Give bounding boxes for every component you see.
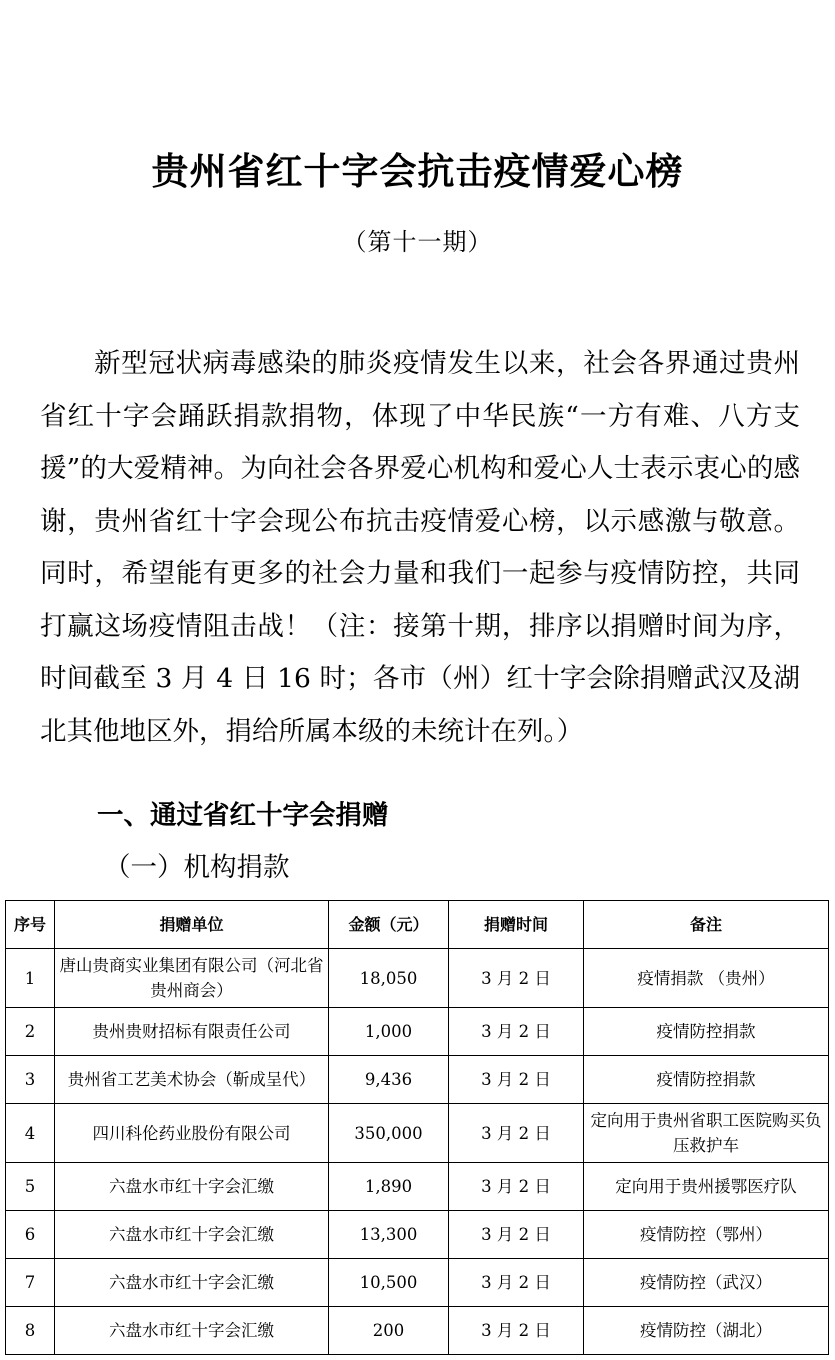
- row-donor: 唐山贵商实业集团有限公司（河北省贵州商会）: [55, 949, 329, 1008]
- row-donor: 六盘水市红十字会汇缴: [55, 1163, 329, 1211]
- row-amount: 1,000: [329, 1008, 449, 1056]
- row-amount: 9,436: [329, 1056, 449, 1104]
- row-date: 3 月 2 日: [449, 1259, 584, 1307]
- header-remark: 备注: [584, 901, 829, 949]
- row-index: 2: [6, 1008, 55, 1056]
- row-date: 3 月 2 日: [449, 1104, 584, 1163]
- row-index: 6: [6, 1211, 55, 1259]
- table-row: [6, 1307, 829, 1355]
- intro-paragraph: 新型冠状病毒感染的肺炎疫情发生以来，社会各界通过贵州省红十字会踊跃捐款捐物，体现了中华民族“一方有难、八方支援”的大爱精神。为向社会各界爱心机构和爱心人士表示衷心的感谢，贵州省红十字会现公布抗击疫情爱心榜，以示感激与敬意。同时，希望能有更多的社会力量和我们一起参与疫情防控，共同打赢这场疫情阻击战！（注：接第十期，排序以捐赠时间为序，时间截至 3 月 4 日 16 时；各市（州）红十字会除捐赠武汉及湖北其他地区外，捐给所属本级的未统计在列。）: [40, 348, 800, 747]
- row-index: 3: [6, 1056, 55, 1104]
- row-date: 3 月 2 日: [449, 1056, 584, 1104]
- row-index: 7: [6, 1259, 55, 1307]
- header-index: 序号: [6, 901, 55, 949]
- row-remark: 疫情防控（武汉）: [584, 1259, 829, 1307]
- row-remark: 定向用于贵州援鄂医疗队: [584, 1163, 829, 1211]
- row-date: 3 月 2 日: [449, 1307, 584, 1355]
- row-donor: 六盘水市红十字会汇缴: [55, 1259, 329, 1307]
- row-date: 3 月 2 日: [449, 1008, 584, 1056]
- row-remark: 疫情防控捐款: [584, 1056, 829, 1104]
- row-remark: 疫情防控（湖北）: [584, 1307, 829, 1355]
- row-remark: 疫情防控（鄂州）: [584, 1211, 829, 1259]
- row-index: 1: [6, 949, 55, 1008]
- header-donor: 捐赠单位: [55, 901, 329, 949]
- row-remark: 疫情防控捐款: [584, 1008, 829, 1056]
- row-date: 3 月 2 日: [449, 1163, 584, 1211]
- header-amount: 金额（元）: [329, 901, 449, 949]
- section-heading: 一、通过省红十字会捐赠: [97, 800, 389, 831]
- row-index: 8: [6, 1307, 55, 1355]
- row-donor: 四川科伦药业股份有限公司: [55, 1104, 329, 1163]
- row-index: 4: [6, 1104, 55, 1163]
- row-donor: 贵州省工艺美术协会（靳成呈代）: [55, 1056, 329, 1104]
- row-remark: 定向用于贵州省职工医院购买负压救护车: [584, 1104, 829, 1163]
- page-title: 贵州省红十字会抗击疫情爱心榜: [151, 150, 684, 193]
- row-donor: 六盘水市红十字会汇缴: [55, 1211, 329, 1259]
- table-row: [6, 1104, 829, 1163]
- row-amount: 350,000: [329, 1104, 449, 1163]
- table-row: [6, 1259, 829, 1307]
- row-date: 3 月 2 日: [449, 1211, 584, 1259]
- row-amount: 1,890: [329, 1163, 449, 1211]
- row-remark: 疫情捐款 （贵州）: [584, 949, 829, 1008]
- header-date: 捐赠时间: [449, 901, 584, 949]
- row-amount: 18,050: [329, 949, 449, 1008]
- row-amount: 200: [329, 1307, 449, 1355]
- row-amount: 10,500: [329, 1259, 449, 1307]
- table-row: [6, 949, 829, 1008]
- table-row: [6, 1211, 829, 1259]
- table-row: [6, 1163, 829, 1211]
- subsection-heading: （一）机构捐款: [104, 852, 290, 883]
- table-row: [6, 1056, 829, 1104]
- table-header-row: [6, 901, 829, 949]
- row-date: 3 月 2 日: [449, 949, 584, 1008]
- row-index: 5: [6, 1163, 55, 1211]
- issue-number: （第十一期）: [342, 228, 493, 256]
- row-donor: 贵州贵财招标有限责任公司: [55, 1008, 329, 1056]
- row-donor: 六盘水市红十字会汇缴: [55, 1307, 329, 1355]
- row-amount: 13,300: [329, 1211, 449, 1259]
- donation-table: [5, 900, 829, 1355]
- table-row: [6, 1008, 829, 1056]
